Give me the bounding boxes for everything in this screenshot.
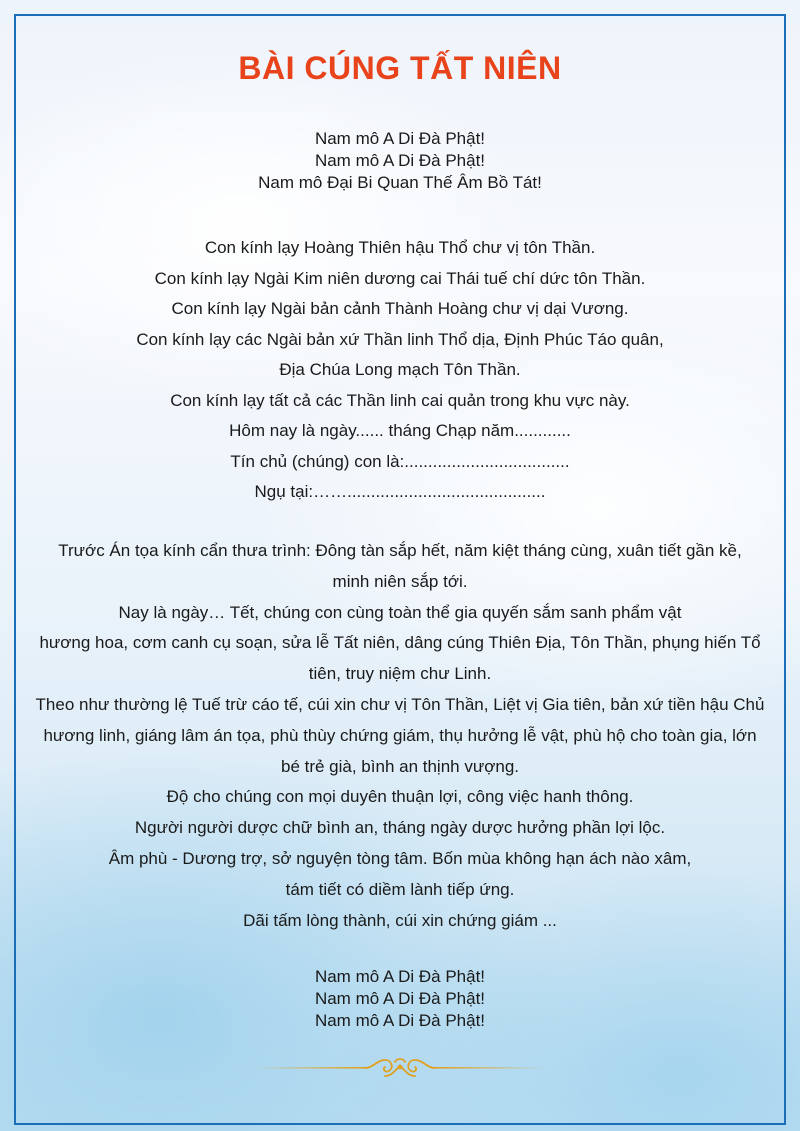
prayer-line: Người người dược chữ bình an, tháng ngày dược hưởng phần lợi lộc.: [134, 818, 666, 838]
date-line: Hôm nay là ngày...... tháng Chạp năm............: [229, 421, 571, 440]
prayer-line: Dãi tấm lòng thành, cúi xin chứng giám ...: [243, 910, 557, 930]
prayer-line: Theo như thường lệ Tuế trừ cáo tế, cúi xin chư vị Tôn Thần, Liệt vị Gia tiên, bản xứ tiền hậu Chủ: [35, 694, 765, 714]
prayer-line: tám tiết có diềm lành tiếp ứng.: [285, 879, 515, 899]
reverence-line: Địa Chúa Long mạch Tôn Thần.: [279, 360, 521, 379]
prayer-line: Nay là ngày… Tết, chúng con cùng toàn thể gia quyến sắm sanh phẩm vật: [118, 602, 682, 622]
invocation-line: Nam mô A Di Đà Phật!: [314, 129, 486, 148]
reverence-line: Con kính lạy Ngài Kim niên dương cai Thái tuế chí dức tôn Thần.: [154, 268, 646, 288]
prayer-line: hương hoa, cơm canh cụ soạn, sửa lễ Tất niên, dâng cúng Thiên Địa, Tôn Thần, phụng hiến Tổ: [39, 633, 761, 653]
address-line: Ngụ tại:……..........................................: [254, 482, 546, 501]
invocation-line: Nam mô Đại Bi Quan Thế Âm Bồ Tát!: [258, 173, 542, 192]
reverence-line: Con kính lạy tất cả các Thần linh cai quản trong khu vực này.: [170, 390, 630, 410]
reverence-line: Con kính lạy Hoàng Thiên hậu Thổ chư vị tôn Thần.: [204, 238, 596, 257]
invocation-line: Nam mô A Di Đà Phật!: [314, 151, 486, 170]
closing-line: Nam mô A Di Đà Phật!: [314, 1011, 486, 1030]
prayer-line: Âm phù - Dương trợ, sở nguyện tòng tâm. Bốn mùa không hạn ách nào xâm,: [108, 848, 692, 868]
prayer-section: [20, 536, 780, 936]
prayer-line: Trước Án tọa kính cẩn thưa trình: Đông tàn sắp hết, năm kiệt tháng cùng, xuân tiết gần kề,: [58, 541, 742, 560]
name-line: Tín chủ (chúng) con là:...................................: [230, 451, 570, 471]
reverence-line: Con kính lạy các Ngài bản xứ Thần linh Thổ dịa, Định Phúc Táo quân,: [136, 329, 664, 349]
closing-line: Nam mô A Di Đà Phật!: [314, 967, 486, 986]
prayer-line: hương linh, giáng lâm án tọa, phù thùy chứng giám, thụ hưởng lễ vật, phù hộ cho toàn gia, lớn: [43, 725, 757, 745]
closing-line: Nam mô A Di Đà Phật!: [314, 989, 486, 1008]
reverence-section: [0, 233, 800, 508]
prayer-line: minh niên sắp tới.: [332, 571, 468, 591]
reverence-line: Con kính lạy Ngài bản cảnh Thành Hoàng chư vị dại Vương.: [171, 299, 629, 318]
scroll-ornament-icon: [255, 1052, 545, 1082]
page-title: BÀI CÚNG TẤT NIÊN: [238, 50, 562, 86]
prayer-line: bé trẻ già, bình an thịnh vượng.: [280, 756, 520, 776]
closing-invocation: [0, 966, 800, 1032]
prayer-line: tiên, truy niệm chư Linh.: [308, 664, 492, 684]
opening-invocation: [0, 128, 800, 194]
prayer-line: Độ cho chúng con mọi duyên thuận lợi, công việc hanh thông.: [166, 787, 634, 807]
